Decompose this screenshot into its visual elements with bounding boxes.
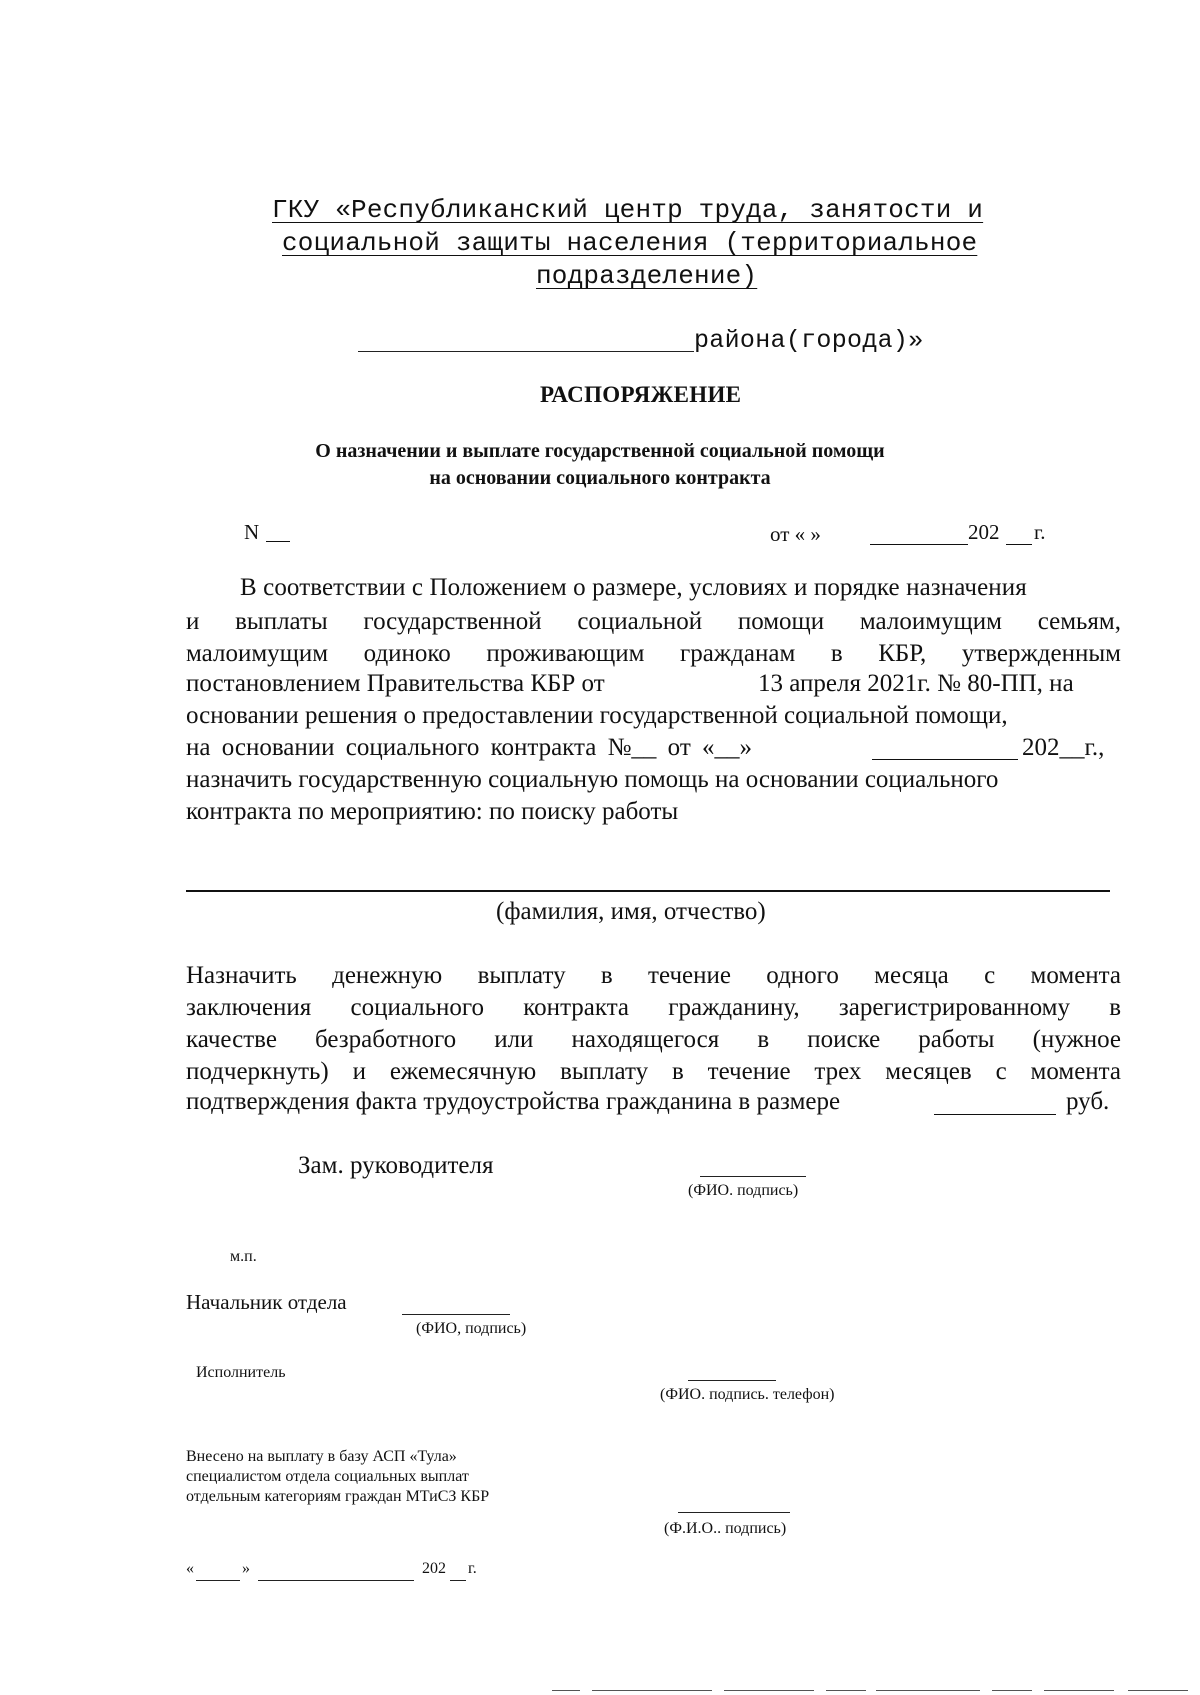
paragraph-1-body (186, 606, 1121, 670)
paragraph-1-line-7: назначить государственную социальную помощь на основании социального (186, 766, 999, 793)
entry-date-day-blank (196, 1580, 240, 1581)
deputy-signature-line (700, 1176, 806, 1177)
deputy-signature-caption: (ФИО. подпись) (688, 1182, 799, 1199)
org-name-line-2: социальной защиты населения (территориальное (282, 228, 978, 258)
order-number-blank (266, 541, 290, 542)
paragraph-1-line-6b: 202__г., (1022, 734, 1105, 761)
paragraph-1-line-8: контракта по мероприятию: по поиску работы (186, 798, 679, 825)
entry-date-year-blank (450, 1580, 466, 1581)
paragraph-2-line-4: подчеркнуть) и ежемесячную выплату в течение трех месяцев с момента (186, 1058, 1121, 1085)
document-subtitle-line-2: на основании социального контракта (429, 467, 771, 489)
department-head-signature-caption: (ФИО, подпись) (416, 1320, 527, 1337)
entry-note-line-3: отдельным категориям граждан МТиСЗ КБР (186, 1488, 490, 1505)
paragraph-1-line-6a: на основании социального контракта №__ от «__» (186, 734, 753, 761)
department-head-signature-line (402, 1314, 510, 1315)
org-name-line-1: ГКУ «Республиканский центр труда, занятости и (272, 195, 984, 225)
order-date-year-blank (1006, 544, 1032, 545)
paragraph-1-line-1: В соответствии с Положением о размере, условиях и порядке назначения (240, 574, 1027, 601)
entry-note-line-1: Внесено на выплату в базу АСП «Тула» (186, 1448, 457, 1465)
document-title: РАСПОРЯЖЕНИЕ (540, 382, 742, 407)
document-subtitle-line-1: О назначении и выплате государственной социальной помощи (315, 440, 885, 462)
department-head-label: Начальник отдела (186, 1290, 347, 1314)
executor-signature-line (688, 1380, 776, 1381)
entry-date-open-quote: « (186, 1560, 194, 1577)
entry-date-g: г. (468, 1560, 477, 1577)
org-name-line-3: подразделение) (536, 261, 758, 291)
entry-signature-line (678, 1512, 790, 1513)
contract-date-blank (872, 759, 1018, 760)
paragraph-2-line-2: заключения социального контракта гражданину, зарегистрированному в (186, 994, 1121, 1021)
paragraph-2-body (186, 960, 1121, 1088)
fullname-caption: (фамилия, имя, отчество) (496, 898, 766, 925)
stamp-place-label: м.п. (230, 1248, 257, 1265)
paragraph-1-line-4a: постановлением Правительства КБР от (186, 670, 605, 697)
fullname-blank-line (186, 890, 1110, 892)
entry-date-year: 202 (422, 1560, 446, 1577)
paragraph-1-line-5: основании решения о предоставлении государственной социальной помощи, (186, 702, 1008, 729)
executor-signature-caption: (ФИО. подпись. телефон) (660, 1386, 835, 1403)
district-blank-line (358, 351, 694, 352)
order-date-from: от « » (770, 522, 821, 546)
paragraph-2-line-5a: подтверждения факта трудоустройства гражданина в размере (186, 1088, 841, 1115)
order-date-month-blank (870, 544, 968, 545)
entry-note-line-2: специалистом отдела социальных выплат (186, 1468, 469, 1485)
district-label: района(города)» (694, 326, 924, 355)
paragraph-1-line-4b: 13 апреля 2021г. № 80-ПП, на (758, 670, 1074, 697)
order-date-g: г. (1034, 520, 1046, 544)
deputy-head-label: Зам. руководителя (298, 1152, 494, 1179)
entry-date-close-quote: » (242, 1560, 250, 1577)
order-number-label: N (244, 520, 260, 544)
paragraph-1-line-2: и выплаты государственной социальной помощи малоимущим семьям, (186, 608, 1121, 635)
paragraph-2-line-3: качестве безработного или находящегося в поиске работы (нужное (186, 1026, 1121, 1053)
entry-signature-caption: (Ф.И.О.. подпись) (664, 1520, 787, 1537)
paragraph-2-line-1: Назначить денежную выплату в течение одного месяца с момента (186, 962, 1121, 989)
paragraph-1-line-3: малоимущим одиноко проживающим гражданам в КБР, утвержденным (186, 640, 1121, 667)
amount-blank (934, 1114, 1056, 1115)
entry-date-month-blank (258, 1580, 414, 1581)
executor-label: Исполнитель (196, 1364, 286, 1381)
paragraph-2-line-5b: руб. (1066, 1088, 1110, 1115)
order-date-year: 202 (968, 520, 1000, 544)
